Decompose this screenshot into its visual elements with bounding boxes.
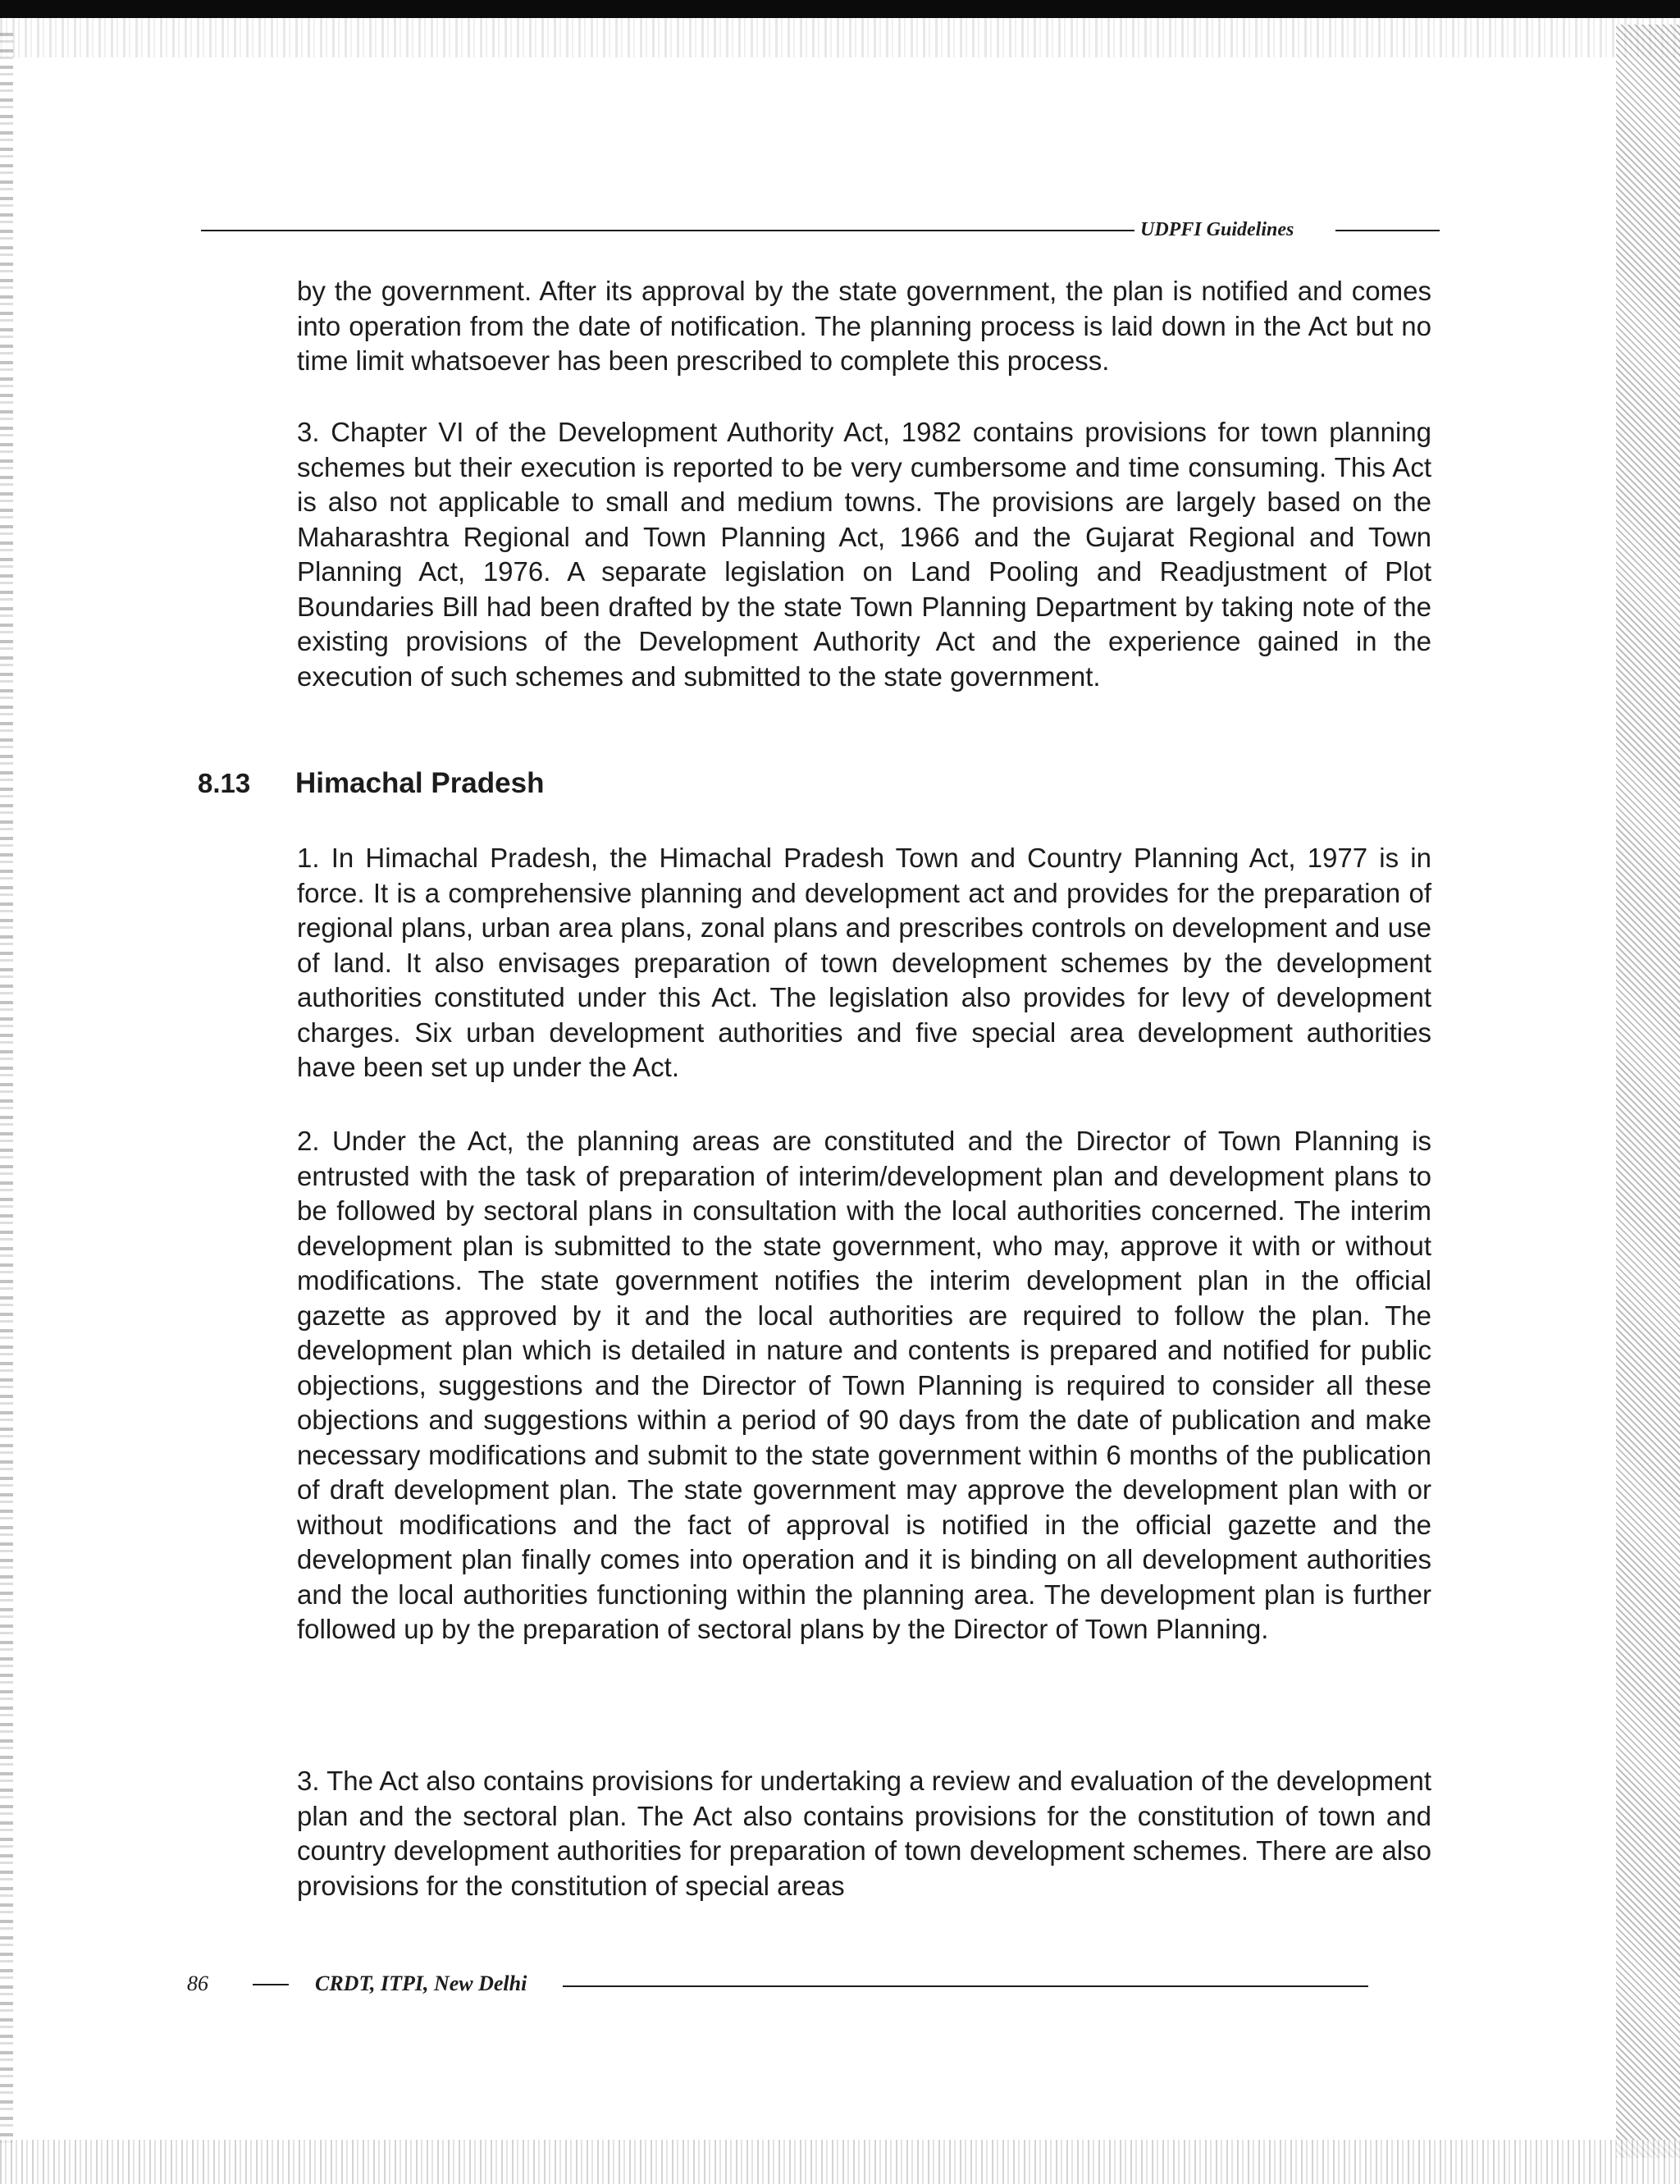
footer-source: CRDT, ITPI, New Delhi	[315, 1972, 527, 1995]
running-footer	[187, 1969, 1368, 2002]
scan-bottom-edge	[0, 2140, 1680, 2184]
scan-top-noise	[0, 18, 1680, 57]
scan-right-edge	[1616, 25, 1680, 2158]
section-paragraph-3: 3. The Act also contains provisions for undertaking a review and evaluation of the development plan and the sectoral plan. The Act also contains provisions for the constitution of town and country development authorities for preparation of town development schemes. There are also provisions for the constitution of special areas	[297, 1766, 1431, 1901]
paragraph-3-previous-section: 3. Chapter VI of the Development Authority Act, 1982 contains provisions for town planning schemes but their execution is reported to be very cumbersome and time consuming. This Act is also not applicable to small and medium towns. The provisions are largely based on the Maharashtra Regional and Town Planning Act, 1966 and the Gujarat Regional and Town Planning Act, 1976. A separate legislation on Land Pooling and Readjustment of Plot Boundaries Bill had been drafted by the state Town Planning Department by taking note of the existing provisions of the Development Authority Act and the experience gained in the execution of such schemes and submitted to the state government.	[297, 417, 1431, 692]
header-rule-left	[201, 230, 1134, 231]
section-title: Himachal Pradesh	[295, 767, 545, 799]
running-header	[201, 215, 1440, 248]
footer-dash	[253, 1984, 289, 1985]
scan-left-edge	[0, 33, 13, 2150]
footer-rule	[563, 1985, 1368, 1987]
scan-top-edge	[0, 0, 1680, 18]
section-number: 8.13	[198, 768, 251, 798]
page-number: 86	[187, 1972, 208, 1995]
paragraph-continuation: by the government. After its approval by the state government, the plan is notified and comes into operation from the date of notification. The planning process is laid down in the Act but no time limit whatsoever has been prescribed to complete this process.	[297, 276, 1431, 376]
section-paragraph-1: 1. In Himachal Pradesh, the Himachal Pradesh Town and Country Planning Act, 1977 is in force. It is a comprehensive planning and development act and provides for the preparation of regional plans, urban area plans, zonal plans and prescribes controls on development and use of land. It also envisages preparation of town development schemes by the development authorities constituted under this Act. The legislation also provides for levy of development charges. Six urban development authorities and five special area development authorities have been set up under the Act.	[297, 843, 1431, 1082]
running-title: UDPFI Guidelines	[1140, 219, 1294, 240]
section-paragraph-2: 2. Under the Act, the planning areas are constituted and the Director of Town Planning is entrusted with the task of preparation of interim/development plan and development plans to be followed by sectoral plans in consultation with the local authorities concerned. The interim development plan is submitted to the state government, who may, approve it with or without modifications. The state government notifies the interim development plan in the official gazette as approved by it and the local authorities are required to follow the plan. The development plan which is detailed in nature and contents is prepared and notified for public objections, suggestions and the Director of Town Planning is required to consider all these objections and suggestions within a period of 90 days from the date of publication and make necessary modifications and submit to the state government within 6 months of the publication of draft development plan. The state government may approve the development plan with or without modifications and the fact of approval is notified in the official gazette and the development plan finally comes into operation and it is binding on all development authorities and the local authorities functioning within the planning area. The development plan is further followed up by the preparation of sectoral plans by the Director of Town Planning.	[297, 1126, 1431, 1644]
header-rule-right	[1335, 230, 1440, 231]
